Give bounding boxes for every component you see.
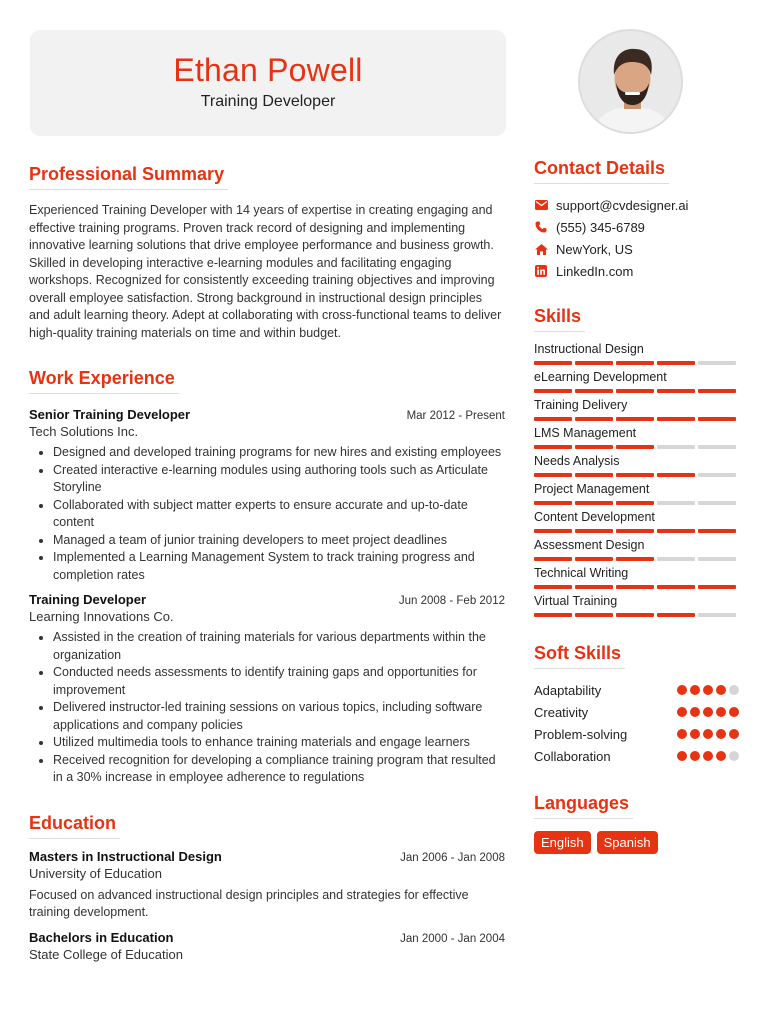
- skill-level-segment: [698, 361, 736, 365]
- skill-level-segment: [657, 389, 695, 393]
- soft-skill-name: Adaptability: [534, 682, 602, 698]
- soft-skill-name: Collaboration: [534, 748, 611, 764]
- phone-icon: [534, 220, 548, 234]
- avatar-portrait-icon: [580, 31, 683, 134]
- skill-level-segment: [534, 501, 572, 505]
- experience-section: [29, 368, 505, 787]
- skill-name: Virtual Training: [534, 594, 618, 608]
- skill-name: Instructional Design: [534, 342, 644, 356]
- list-item: • Utilized multimedia tools to enhance training materials and engage learners: [53, 734, 505, 752]
- rating-dot: [677, 751, 687, 761]
- language-tag: Spanish: [597, 831, 658, 854]
- skill-level-segment: [657, 529, 695, 533]
- skill-level-segment: [534, 417, 572, 421]
- skill-level-segment: [575, 417, 613, 421]
- contact-email[interactable]: [534, 194, 739, 216]
- summary-text: Experienced Training Developer with 14 years of expertise in creating engaging and effective training programs. Proven track record of designing and implementing innovative learning solutions that drive employee performance and business growth. Skilled in developing interactive e-learning modules and facilitating engaging workshops. Recognized for consistently exceeding training objectives and improving overall employee satisfaction. Strong background in instructional design principles and adult learning theory. Adept at collaborating with cross-functional teams to deliver high-quality training materials on time and within budget.: [29, 203, 502, 340]
- job-date: Jun 2008 - Feb 2012: [398, 595, 505, 607]
- skill-item: [534, 454, 739, 477]
- skill-level-bar: [534, 445, 739, 449]
- skill-level-segment: [616, 417, 654, 421]
- rating-dot: [690, 729, 700, 739]
- school-name: University of Education: [29, 865, 162, 881]
- skills-section: [534, 306, 739, 617]
- rating-dot: [677, 729, 687, 739]
- skill-level-segment: [534, 529, 572, 533]
- main-column: [29, 164, 505, 962]
- rating-dot: [703, 685, 713, 695]
- list-item: • Conducted needs assessments to identify training gaps and opportunities for improvement: [53, 664, 505, 699]
- skill-level-segment: [616, 445, 654, 449]
- soft-skill-name: Problem-solving: [534, 726, 628, 742]
- skill-level-segment: [575, 529, 613, 533]
- soft-skill-item: [534, 679, 739, 701]
- candidate-name: Ethan Powell: [173, 52, 363, 88]
- skill-level-segment: [575, 501, 613, 505]
- soft-skill-rating: [677, 751, 739, 761]
- rating-dot: [729, 707, 739, 717]
- language-tag: English: [534, 831, 591, 854]
- skill-level-segment: [698, 501, 736, 505]
- job-bullets: [29, 444, 505, 584]
- education-date: Jan 2000 - Jan 2004: [400, 932, 505, 945]
- skill-level-bar: [534, 585, 739, 589]
- list-item: • Managed a team of junior training developers to meet project deadlines: [53, 532, 505, 550]
- skill-level-segment: [616, 501, 654, 505]
- skill-item: [534, 510, 739, 533]
- skill-level-bar: [534, 361, 739, 365]
- rating-dot: [729, 729, 739, 739]
- skill-level-segment: [575, 361, 613, 365]
- summary-section: [29, 164, 505, 342]
- skill-level-segment: [657, 557, 695, 561]
- linkedin-text: LinkedIn.com: [556, 263, 634, 279]
- skill-level-segment: [575, 613, 613, 617]
- rating-dot: [729, 685, 739, 695]
- list-item: • Received recognition for developing a compliance training program that resulted in a 30% increase in employee adherence to regulations: [53, 752, 505, 787]
- location-text: NewYork, US: [556, 241, 633, 257]
- skill-name: LMS Management: [534, 426, 637, 440]
- skill-item: [534, 426, 739, 449]
- skill-item: [534, 566, 739, 589]
- skill-level-segment: [534, 445, 572, 449]
- skill-level-bar: [534, 473, 739, 477]
- skill-name: Needs Analysis: [534, 454, 620, 468]
- job-title: Senior Training Developer: [29, 407, 191, 422]
- skill-level-segment: [534, 613, 572, 617]
- skill-item: [534, 342, 739, 365]
- skill-level-segment: [534, 361, 572, 365]
- soft-skill-rating: [677, 685, 739, 695]
- skill-level-bar: [534, 529, 739, 533]
- rating-dot: [690, 707, 700, 717]
- skill-name: Assessment Design: [534, 538, 645, 552]
- languages-heading: Languages: [534, 793, 633, 819]
- skill-level-bar: [534, 613, 739, 617]
- school-name: State College of Education: [29, 946, 183, 962]
- skill-level-segment: [657, 585, 695, 589]
- skill-level-segment: [616, 529, 654, 533]
- home-icon: [534, 242, 548, 256]
- rating-dot: [716, 729, 726, 739]
- skill-level-segment: [698, 585, 736, 589]
- education-description: Focused on advanced instructional design principles and strategies for effective training development.: [29, 887, 469, 919]
- rating-dot: [703, 751, 713, 761]
- skill-level-segment: [698, 557, 736, 561]
- contact-heading: Contact Details: [534, 158, 669, 184]
- job-bullets: [29, 629, 505, 787]
- skill-level-bar: [534, 389, 739, 393]
- education-heading: Education: [29, 813, 120, 839]
- skill-level-segment: [534, 557, 572, 561]
- skill-level-segment: [534, 389, 572, 393]
- experience-heading: Work Experience: [29, 368, 179, 394]
- skill-level-segment: [534, 585, 572, 589]
- degree-title: Bachelors in Education: [29, 929, 174, 945]
- skill-level-segment: [657, 501, 695, 505]
- candidate-title: Training Developer: [200, 93, 336, 110]
- profile-photo: [578, 29, 683, 134]
- contact-phone[interactable]: [534, 216, 739, 238]
- rating-dot: [729, 751, 739, 761]
- rating-dot: [716, 685, 726, 695]
- skill-level-segment: [575, 389, 613, 393]
- skill-item: [534, 482, 739, 505]
- list-item: • Collaborated with subject matter experts to ensure accurate and up-to-date content: [53, 497, 505, 532]
- soft-skill-rating: [677, 729, 739, 739]
- skill-level-segment: [575, 585, 613, 589]
- skill-level-segment: [616, 585, 654, 589]
- skill-item: [534, 538, 739, 561]
- job-entry: [29, 407, 505, 584]
- email-text: support@cvdesigner.ai: [556, 197, 689, 213]
- skill-level-segment: [616, 389, 654, 393]
- soft-skill-item: [534, 745, 739, 767]
- skill-name: Project Management: [534, 482, 650, 496]
- list-item: • Created interactive e-learning modules using authoring tools such as Articulate Storyline: [53, 462, 505, 497]
- skill-level-segment: [575, 557, 613, 561]
- skill-name: eLearning Development: [534, 370, 667, 384]
- education-entry: [29, 849, 505, 922]
- skill-level-segment: [657, 361, 695, 365]
- rating-dot: [677, 685, 687, 695]
- skill-level-segment: [657, 417, 695, 421]
- job-entry: [29, 592, 505, 787]
- job-title: Training Developer: [29, 592, 147, 607]
- skill-item: [534, 594, 739, 617]
- rating-dot: [703, 707, 713, 717]
- job-company: Tech Solutions Inc.: [29, 424, 139, 439]
- rating-dot: [690, 751, 700, 761]
- skill-level-segment: [698, 613, 736, 617]
- list-item: • Assisted in the creation of training materials for various departments within the organization: [53, 629, 505, 664]
- education-section: [29, 813, 505, 962]
- job-date: Mar 2012 - Present: [406, 410, 505, 422]
- skill-level-segment: [698, 445, 736, 449]
- rating-dot: [703, 729, 713, 739]
- skill-level-segment: [698, 529, 736, 533]
- degree-title: Masters in Instructional Design: [29, 848, 222, 864]
- skill-level-segment: [698, 473, 736, 477]
- contact-linkedin[interactable]: [534, 260, 739, 282]
- rating-dot: [690, 685, 700, 695]
- skill-level-bar: [534, 557, 739, 561]
- skill-level-segment: [657, 445, 695, 449]
- rating-dot: [677, 707, 687, 717]
- skill-level-segment: [698, 417, 736, 421]
- soft-skills-heading: Soft Skills: [534, 643, 625, 669]
- skill-item: [534, 370, 739, 393]
- email-icon: [534, 198, 548, 212]
- phone-text: (555) 345-6789: [556, 219, 645, 235]
- soft-skill-rating: [677, 707, 739, 717]
- list-item: • Designed and developed training programs for new hires and existing employees: [53, 444, 505, 462]
- skill-level-bar: [534, 417, 739, 421]
- skill-item: [534, 398, 739, 421]
- skill-level-segment: [534, 473, 572, 477]
- soft-skill-item: [534, 723, 739, 745]
- rating-dot: [716, 751, 726, 761]
- skill-name: Technical Writing: [534, 566, 629, 580]
- skill-name: Training Delivery: [534, 398, 628, 412]
- skill-level-segment: [698, 389, 736, 393]
- skill-level-segment: [616, 557, 654, 561]
- skills-heading: Skills: [534, 306, 585, 332]
- summary-heading: Professional Summary: [29, 164, 228, 190]
- skill-name: Content Development: [534, 510, 655, 524]
- contact-section: [534, 158, 739, 282]
- linkedin-icon: [534, 264, 548, 278]
- job-company: Learning Innovations Co.: [29, 609, 174, 624]
- soft-skill-item: [534, 701, 739, 723]
- skill-level-segment: [657, 613, 695, 617]
- skill-level-segment: [616, 361, 654, 365]
- contact-location: [534, 238, 739, 260]
- skill-level-segment: [616, 613, 654, 617]
- skill-level-segment: [575, 445, 613, 449]
- languages-section: [534, 793, 739, 854]
- skill-level-bar: [534, 501, 739, 505]
- sidebar-column: [534, 158, 739, 854]
- soft-skills-section: [534, 643, 739, 767]
- list-item: • Delivered instructor-led training sessions on various topics, including software applications and company policies: [53, 699, 505, 734]
- education-entry: [29, 930, 505, 962]
- skill-level-segment: [657, 473, 695, 477]
- education-date: Jan 2006 - Jan 2008: [400, 851, 505, 864]
- skill-level-segment: [616, 473, 654, 477]
- rating-dot: [716, 707, 726, 717]
- skill-level-segment: [575, 473, 613, 477]
- list-item: • Implemented a Learning Management System to track training progress and completion rates: [53, 549, 505, 584]
- soft-skill-name: Creativity: [534, 704, 589, 720]
- header: [30, 30, 506, 136]
